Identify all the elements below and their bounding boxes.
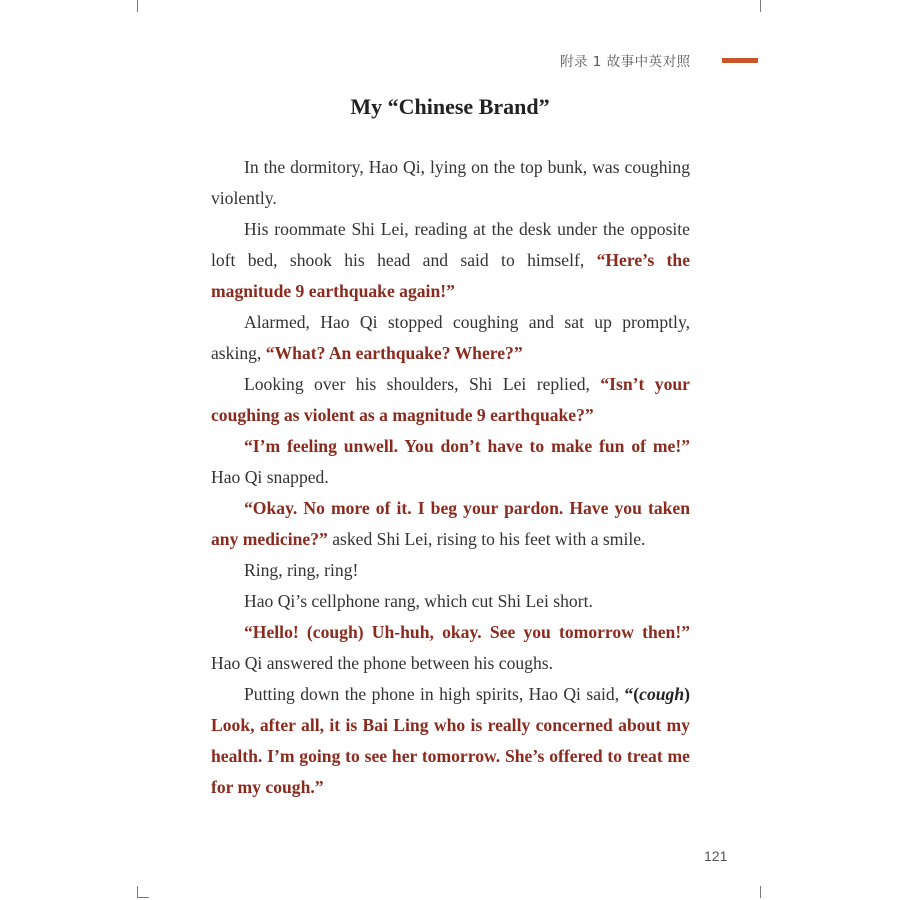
quote-close-paren: )	[684, 684, 690, 704]
narration: asked Shi Lei, rising to his feet with a smile.	[327, 529, 646, 549]
dialogue: “What? An earthquake? Where?”	[265, 343, 523, 363]
paragraph	[211, 586, 690, 617]
narration: In the dormitory, Hao Qi, lying on the top bunk, was coughing violently.	[211, 157, 690, 208]
crop-mark	[137, 897, 149, 898]
story-body	[211, 152, 690, 803]
paragraph	[211, 307, 690, 369]
dialogue: “Here’s the magnitude 9 earthquake again!”	[211, 250, 691, 301]
narration: His roommate Shi Lei, reading at the desk under the opposite loft bed, shook his head and said to himself,	[211, 219, 690, 270]
dialogue: Look, after all, it is Bai Ling who is really concerned about my health. I’m going to see her tomorrow. She’s offered to treat me for my cough.”	[211, 715, 690, 797]
page-title: My “Chinese Brand”	[350, 94, 550, 119]
dialogue: “Hello! (cough) Uh-huh, okay. See you tomorrow then!”	[244, 622, 690, 642]
dialogue: “Isn’t your coughing as violent as a magnitude 9 earthquake?”	[211, 374, 690, 425]
narration: Looking over his shoulders, Shi Lei replied,	[244, 374, 601, 394]
paragraph	[211, 214, 690, 307]
narration: Putting down the phone in high spirits, Hao Qi said,	[244, 684, 625, 704]
header-accent-bar	[722, 58, 758, 63]
paragraph	[211, 617, 690, 679]
paragraph	[211, 431, 690, 493]
paragraph	[211, 493, 690, 555]
paragraph	[211, 555, 690, 586]
crop-mark	[760, 886, 761, 898]
quote-open: “(	[624, 684, 640, 704]
narration: Hao Qi answered the phone between his coughs.	[211, 653, 554, 673]
narration: Hao Qi snapped.	[211, 467, 329, 487]
narration: Hao Qi’s cellphone rang, which cut Shi Lei short.	[244, 591, 593, 611]
narration: Alarmed, Hao Qi stopped coughing and sat up promptly, asking,	[211, 312, 690, 363]
narration: Ring, ring, ring!	[244, 560, 359, 580]
dialogue: “Okay. No more of it. I beg your pardon. Have you taken any medicine?”	[211, 498, 690, 549]
dialogue: “I’m feeling unwell. You don’t have to make fun of me!”	[244, 436, 690, 456]
crop-mark	[760, 0, 761, 12]
page-number: 121	[704, 848, 728, 864]
stage-direction: cough	[639, 684, 685, 704]
paragraph	[211, 679, 690, 803]
crop-mark	[137, 0, 138, 12]
paragraph	[211, 152, 690, 214]
running-header: 附录 1 故事中英对照	[560, 54, 691, 70]
paragraph	[211, 369, 690, 431]
